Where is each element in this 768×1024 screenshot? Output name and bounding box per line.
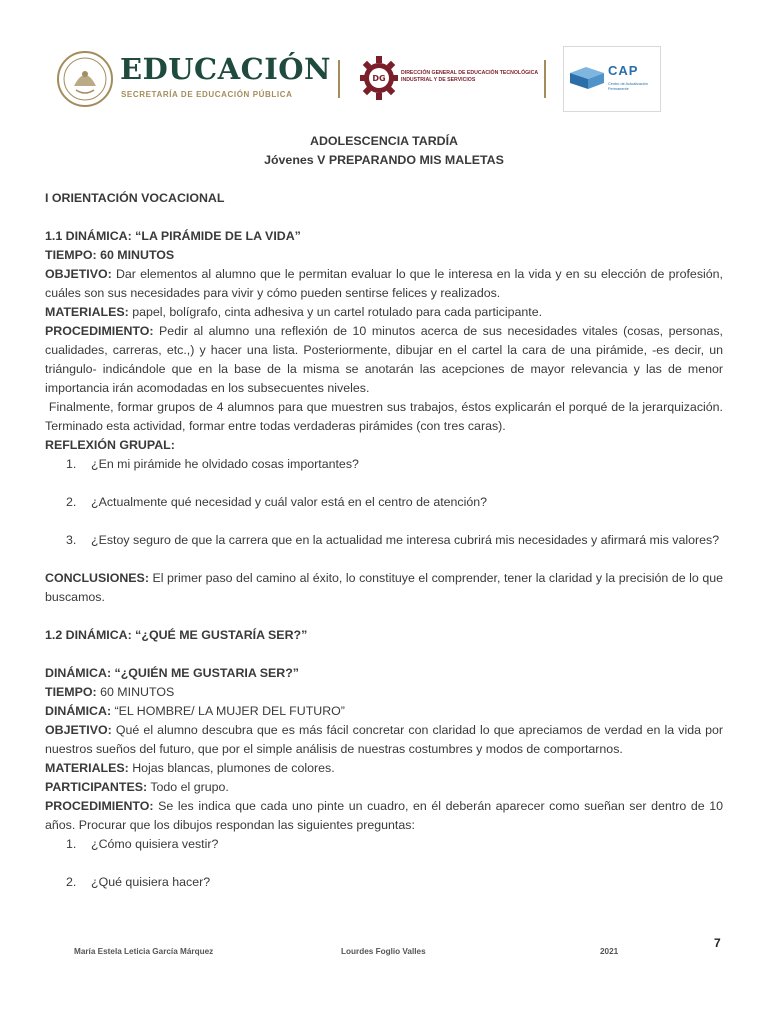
cap-subtitle: Centro de Actualización Permanente	[608, 82, 648, 91]
dynamic-1-finally: Finalmente, formar grupos de 4 alumnos para que muestren sus trabajos, éstos explicarán el porqué de la jerarquización. Terminado esta actividad, formar entre todas verdaderas pirámides (con tres caras).	[45, 400, 727, 433]
dynamic-2-name: DINÁMICA: “¿QUIÉN ME GUSTARIA SER?”	[45, 666, 300, 680]
cap-logo	[563, 46, 661, 112]
dynamic-1-conclusions: CONCLUSIONES: El primer paso del camino al éxito, lo constituye el comprender, tener la claridad y la precisión de lo que buscamos.	[45, 571, 723, 604]
footer-year: 2021	[600, 947, 619, 956]
header-divider	[544, 60, 546, 98]
doc-title: ADOLESCENCIA TARDÍA	[310, 134, 458, 148]
section-heading: I ORIENTACIÓN VOCACIONAL	[45, 191, 225, 205]
dgeti-gear-icon	[358, 54, 400, 102]
document-header	[56, 46, 666, 114]
dynamic-1-objective: OBJETIVO: Dar elementos al alumno que le permitan evaluar lo que le interesa en la vida y en su elección de profesión, cuáles son sus necesidades para vivir y cómo pueden sentirse felices y realizados.	[45, 267, 723, 300]
dynamic-2-subtitle: DINÁMICA: “EL HOMBRE/ LA MUJER DEL FUTURO”	[45, 704, 345, 718]
list-item: 2. ¿Actualmente qué necesidad y cuál valor está en el centro de atención?	[66, 495, 488, 509]
dynamic-2-materials: MATERIALES: Hojas blancas, plumones de colores.	[45, 761, 335, 775]
cap-title: CAP	[608, 63, 639, 78]
dynamic-2-objective: OBJETIVO: Qué el alumno descubra que es más fácil concretar con claridad lo que apreciamos de verdad en la vida por nuestros sueños del futuro, que por el simple análisis de nuestras costumbres y modos de comportarnos.	[45, 723, 723, 756]
footer-author-1: María Estela Leticia García Márquez	[74, 947, 214, 956]
dynamic-1-title: 1.1 DINÁMICA: “LA PIRÁMIDE DE LA VIDA”	[45, 229, 301, 243]
dynamic-1-reflection-label: REFLEXIÓN GRUPAL:	[45, 438, 175, 452]
dynamic-2-participants: PARTICIPANTES: Todo el grupo.	[45, 780, 229, 794]
list-item: 2. ¿Qué quisiera hacer?	[66, 875, 211, 889]
mexico-seal-icon	[56, 50, 114, 108]
header-divider	[338, 60, 340, 98]
dynamic-1-procedure: PROCEDIMIENTO: Pedir al alumno una reflexión de 10 minutos acerca de sus necesidades vitales (cosas, personas, cualidades, carreras, etc.,) y hacer una lista. Posteriormente, dibujar en el cartel la cara de una pirámide, -es decir, un triángulo- indicándole que en la base de la misma se anotarán las acepciones de mayor relevancia y las de menor importancia irán acomodadas en los subsecuentes niveles.	[45, 324, 723, 395]
list-item: 3. ¿Estoy seguro de que la carrera que en la actualidad me interesa cubrirá mis necesidades y afirmará mis valores?	[66, 533, 720, 547]
dynamic-2-procedure: PROCEDIMIENTO: Se les indica que cada uno pinte un cuadro, en él deberán aparecer como sueñan ser dentro de 10 años. Procurar que los dibujos respondan las siguientes preguntas:	[45, 799, 723, 832]
dynamic-2-title: 1.2 DINÁMICA: “¿QUÉ ME GUSTARÍA SER?”	[45, 628, 308, 642]
dynamic-2-time: TIEMPO: 60 MINUTOS	[45, 685, 175, 699]
doc-subtitle: Jóvenes V PREPARANDO MIS MALETAS	[264, 153, 504, 167]
svg-text:DG: DG	[372, 74, 386, 83]
footer-author-2: Lourdes Foglio Valles	[341, 947, 426, 956]
page-number: 7	[714, 936, 721, 950]
cap-book-icon	[568, 65, 606, 91]
sep-subtitle: SECRETARÍA DE EDUCACIÓN PÚBLICA	[121, 90, 293, 99]
dynamic-1-materials: MATERIALES: papel, bolígrafo, cinta adhesiva y un cartel rotulado para cada participante.	[45, 305, 543, 319]
education-title: EDUCACIÓN	[120, 52, 332, 86]
document-body	[45, 132, 727, 892]
dynamic-1-time: TIEMPO: 60 MINUTOS	[45, 248, 175, 262]
list-item: 1. ¿Cómo quisiera vestir?	[66, 837, 219, 851]
dgeti-text: DIRECCIÓN GENERAL DE EDUCACIÓN TECNOLÓGICA INDUSTRIAL Y DE SERVICIOS	[401, 70, 538, 83]
list-item: 1. ¿En mi pirámide he olvidado cosas importantes?	[66, 457, 359, 471]
